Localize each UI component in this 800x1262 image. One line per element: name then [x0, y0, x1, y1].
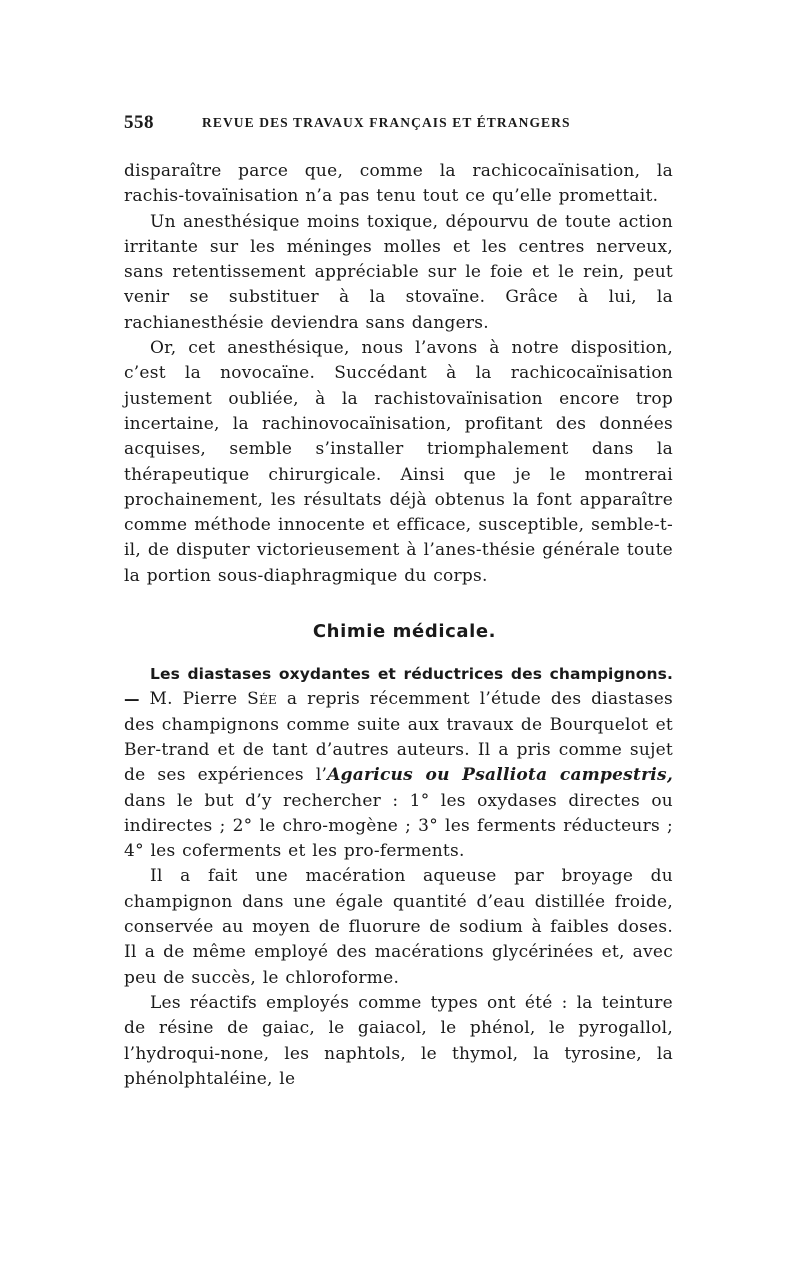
paragraph-continuation: disparaître parce que, comme la rachicocaïnisation, la rachis-tovaïnisation n’a pas tenu tout ce qu’elle promettait. [124, 161, 673, 207]
article-intro-paragraph [124, 662, 673, 864]
author-name: Sée [247, 689, 278, 710]
intro-text-2: dans le but d’y rechercher : 1° les oxydases directes ou indirectes ; 2° le chro-mogène ; 3° les ferments réducteurs ; 4° les coferments et les pro-ferments. [124, 790, 673, 862]
running-title: REVUE DES TRAVAUX FRANÇAIS ET ÉTRANGERS [202, 115, 571, 130]
author-prefix: M. Pierre [149, 689, 238, 710]
page-number: 558 [124, 112, 154, 133]
running-head [124, 112, 673, 138]
section-title: Chimie médicale. [312, 621, 497, 643]
paragraph-novocaine: Or, cet anesthésique, nous l’avons à notre disposition, c’est la novocaïne. Succédant à la rachicocaïnisation justement oubliée, à la rachistovaïnisation encore trop incertaine, la rachinovocaïnisation, profitant des données acquises, semble s’installer triomphalement dans la thérapeutique chirurgicale. Ainsi que je le montrerai prochainement, les résultats déjà obtenus la font apparaître comme méthode innocente et efficace, susceptible, semble-t-il, de disputer victorieusement à l’anes-thésie générale toute la portion sous-diaphragmique du corps. [124, 338, 673, 586]
paragraph-maceration: Il a fait une macération aqueuse par broyage du champignon dans une égale quantité d’eau distillée froide, conservée au moyen de fluorure de sodium à faibles doses. Il a de même employé des macérations glycérinées et, avec peu de succès, le chloroforme. [124, 866, 673, 988]
species-name: Agaricus ou Psalliota campestris, [327, 765, 673, 786]
paragraph-reagents: Les réactifs employés comme types ont été : la teinture de résine de gaiac, le gaiacol, le phénol, le pyrogallol, l’hydroqui-none, les naphtols, le thymol, la tyrosine, la phénolphtaléine, le [124, 992, 673, 1089]
paragraph-anesthetic: Un anesthésique moins toxique, dépourvu de toute action irritante sur les méninges molles et les centres nerveux, sans retentissement appréciable sur le foie et le rein, peut venir se substituer à la stovaïne. Grâce à lui, la rachianesthésie deviendra sans dangers. [124, 211, 673, 333]
page [124, 112, 673, 1092]
intro-text-1: a repris récemment l’étude des diastases des champignons comme suite aux travaux de Bourquelot et Ber-trand et de tant d’autres auteurs. Il a pris comme sujet de ses expériences l’ [124, 689, 674, 786]
article-subhead: Les diastases oxydantes et réductrices des champignons. — [124, 665, 673, 709]
